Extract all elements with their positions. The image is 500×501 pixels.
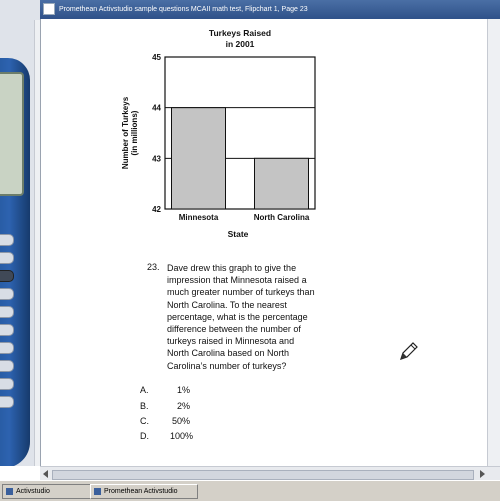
taskbar-item-promethean[interactable] (90, 484, 198, 499)
question-line: turkeys raised in Minnesota and (167, 336, 295, 347)
app-icon (94, 488, 101, 495)
x-tick-label: Minnesota (178, 213, 219, 222)
chart-title: Turkeys Raised (208, 28, 272, 38)
question-line: percentage, what is the percentage (167, 311, 308, 322)
taskbar-item-activstudio[interactable] (2, 484, 92, 499)
answer-value: 2% (176, 401, 190, 411)
bar (172, 108, 226, 209)
app-icon (6, 488, 13, 495)
question-line: impression that Minnesota raised a (167, 275, 307, 286)
question-line: Dave drew this graph to give the (167, 263, 297, 273)
question-line: much greater number of turkeys than (167, 287, 315, 298)
y-tick-label: 42 (152, 205, 161, 214)
answer-letter: D. (140, 431, 149, 441)
scroll-right-arrow-icon[interactable] (480, 470, 485, 478)
horizontal-scrollbar[interactable] (40, 466, 500, 481)
question-number: 23. (147, 262, 160, 272)
x-tick-label: North Carolina (253, 213, 310, 222)
taskbar-item-label: Activstudio (16, 488, 50, 495)
answer-value: 100% (170, 431, 194, 441)
question-line: difference between the number of (167, 324, 301, 335)
bar (255, 158, 309, 209)
scroll-thumb[interactable] (52, 470, 474, 480)
answer-value: 1% (176, 385, 190, 395)
answer-value: 50% (171, 416, 190, 426)
y-tick-label: 44 (152, 103, 161, 113)
y-axis-label: (in millions) (130, 110, 139, 156)
pen-cursor-icon (398, 340, 420, 362)
taskbar-item-label: Promethean Activstudio (104, 488, 178, 495)
x-axis-label: State (227, 229, 249, 239)
question-text (167, 262, 332, 372)
chart-title: in 2001 (225, 39, 255, 49)
answer-letter: A. (140, 385, 149, 395)
y-tick-label: 45 (152, 53, 161, 62)
vertical-scrollbar[interactable] (487, 19, 500, 466)
question-line: North Carolina. To the nearest (167, 299, 287, 310)
y-axis-label: Number of Turkeys (121, 96, 130, 170)
taskbar (0, 480, 500, 501)
window-title: Promethean Activstudio sample questions MCAII math test, Flipchart 1, Page 23 (59, 6, 308, 13)
answer-letter: C. (140, 416, 149, 426)
scroll-left-arrow-icon[interactable] (43, 470, 48, 478)
y-tick-label: 43 (152, 154, 161, 164)
question-line: North Carolina based on North (167, 348, 290, 359)
answer-letter: B. (140, 401, 149, 411)
question-line: Carolina’s number of turkeys? (167, 360, 287, 371)
